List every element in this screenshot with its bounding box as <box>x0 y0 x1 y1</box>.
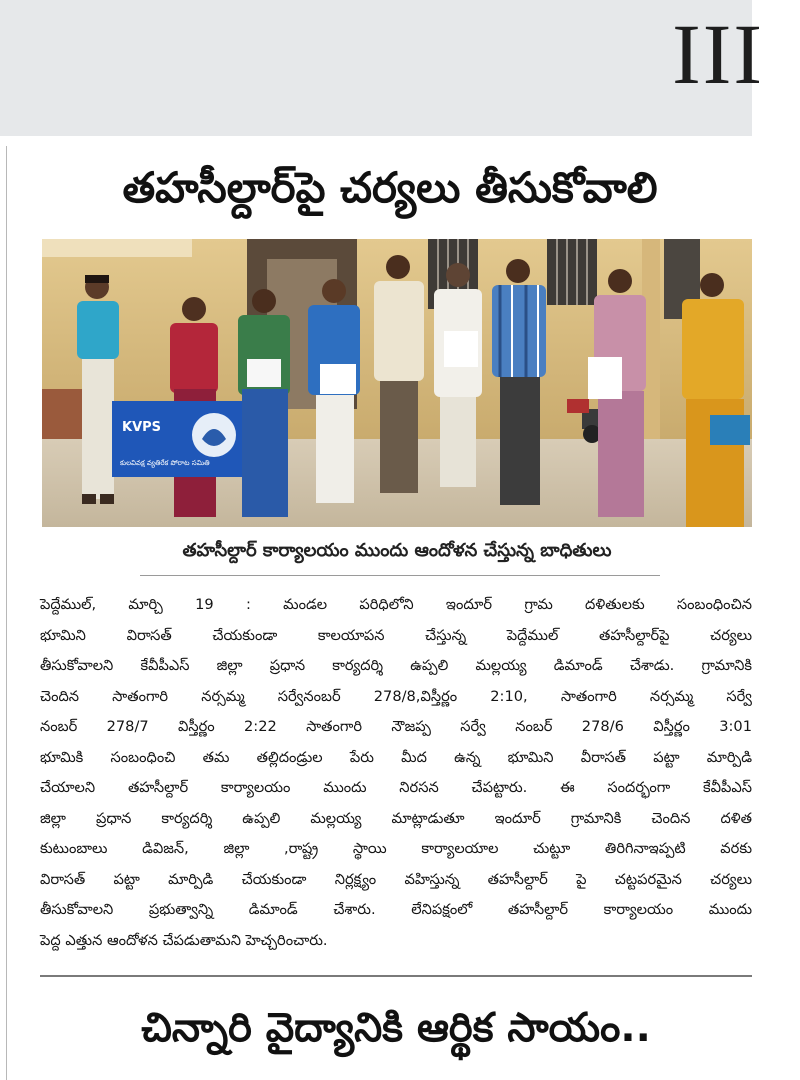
body-line: పెద్ద ఎత్తున ఆందోళన చేపడుతామని హెచ్చరించారు. <box>40 931 328 949</box>
body-line: జిల్లా ప్రధాన కార్యదర్శి ఉప్పలి మల్లయ్య మాట్లాడుతూ ఇందూర్ గ్రామానికి చెందిన దళిత <box>40 809 752 827</box>
person-6 <box>434 263 482 487</box>
photo-caption: తహసీల్దార్ కార్యాలయం ముందు ఆందోళన చేస్తున్న బాధితులు <box>182 540 612 561</box>
kvps-banner <box>112 401 256 477</box>
person-9 <box>682 273 750 527</box>
window-grill-right <box>547 239 597 305</box>
column-rule <box>6 146 7 1080</box>
body-line: కుటుంబాలు డివిజన్, జిల్లా ,రాష్ట్ర స్థాయి కార్యాలయాల చుట్టూ తిరిగినాఇప్పటి వరకు <box>40 840 752 857</box>
article-headline: తహసీల్దార్‌పై చర్యలు తీసుకోవాలి <box>122 163 658 212</box>
body-line: చెందిన సాతంగారి నర్సమ్మ సర్వేనంబర్ 278/8,విస్తీర్ణం 2:10, సాతంగారి నర్సమ్మ సర్వే <box>40 687 752 705</box>
body-line: చేయాలని తహసీల్దార్ కార్యాలయం ముందు నిరసన చేపట్టారు. ఈ సందర్భంగా కేవీపీఎస్ <box>40 779 752 796</box>
body-line: తీసుకోవాలని కేవీపీఎస్ జిల్లా ప్రధాన కార్యదర్శి ఉప్పలి మల్లయ్య డిమాండ్ చేశాడు. గ్రామానికి <box>40 657 752 674</box>
body-line: పెద్దేముల్, మార్చి 19 : మండల పరిధిలోని ఇందూర్ గ్రామ దళితులకు సంబంధించిన <box>40 596 752 613</box>
next-article-headline: చిన్నారి వైద్యానికి ఆర్థిక సాయం.. <box>141 1005 651 1051</box>
story-divider <box>40 975 752 977</box>
body-line: నంబర్ 278/7 విస్తీర్ణం 2:22 సాతంగారి నౌజప్ప సర్వే నంబర్ 278/6 విస్తీర్ణం 3:01 <box>40 718 752 735</box>
body-line: తీసుకోవాలని ప్రభుత్వాన్ని డిమాండ్ చేశారు. లేనిపక్షంలో తహసీల్దార్ కార్యాలయం ముందు <box>40 901 752 918</box>
wall-sign <box>42 239 192 257</box>
body-line: భూమికి సంబంధించి తమ తల్లిదండ్రుల పేరు మీద ఉన్న భూమిని వీరాసత్ పట్టా మార్పిడి <box>40 748 752 766</box>
caption-rule <box>140 575 660 576</box>
body-line: భూమిని విరాసత్ చేయకుండా కాలయాపన చేస్తున్న పెద్దేముల్ తహసీల్దార్‌పై చర్యలు <box>40 626 752 644</box>
person-7 <box>492 259 546 505</box>
article-body <box>40 590 752 956</box>
body-line: విరాసత్ పట్టా మార్పిడి చేయకుండా నిర్లక్ష్యం వహిస్తున్న తహసీల్దార్ పై చట్టపరమైన చర్యలు <box>40 870 752 888</box>
news-photo <box>42 239 752 527</box>
banner-text: KVPS <box>122 420 162 435</box>
page-number: III <box>672 6 764 102</box>
page-header-band <box>0 0 752 136</box>
person-3 <box>238 289 290 517</box>
person-5 <box>374 255 424 493</box>
protest-photo-illustration <box>42 239 752 527</box>
banner-side-text: కులవివక్ష వ్యతిరేక పోరాట సమితి <box>120 459 210 467</box>
